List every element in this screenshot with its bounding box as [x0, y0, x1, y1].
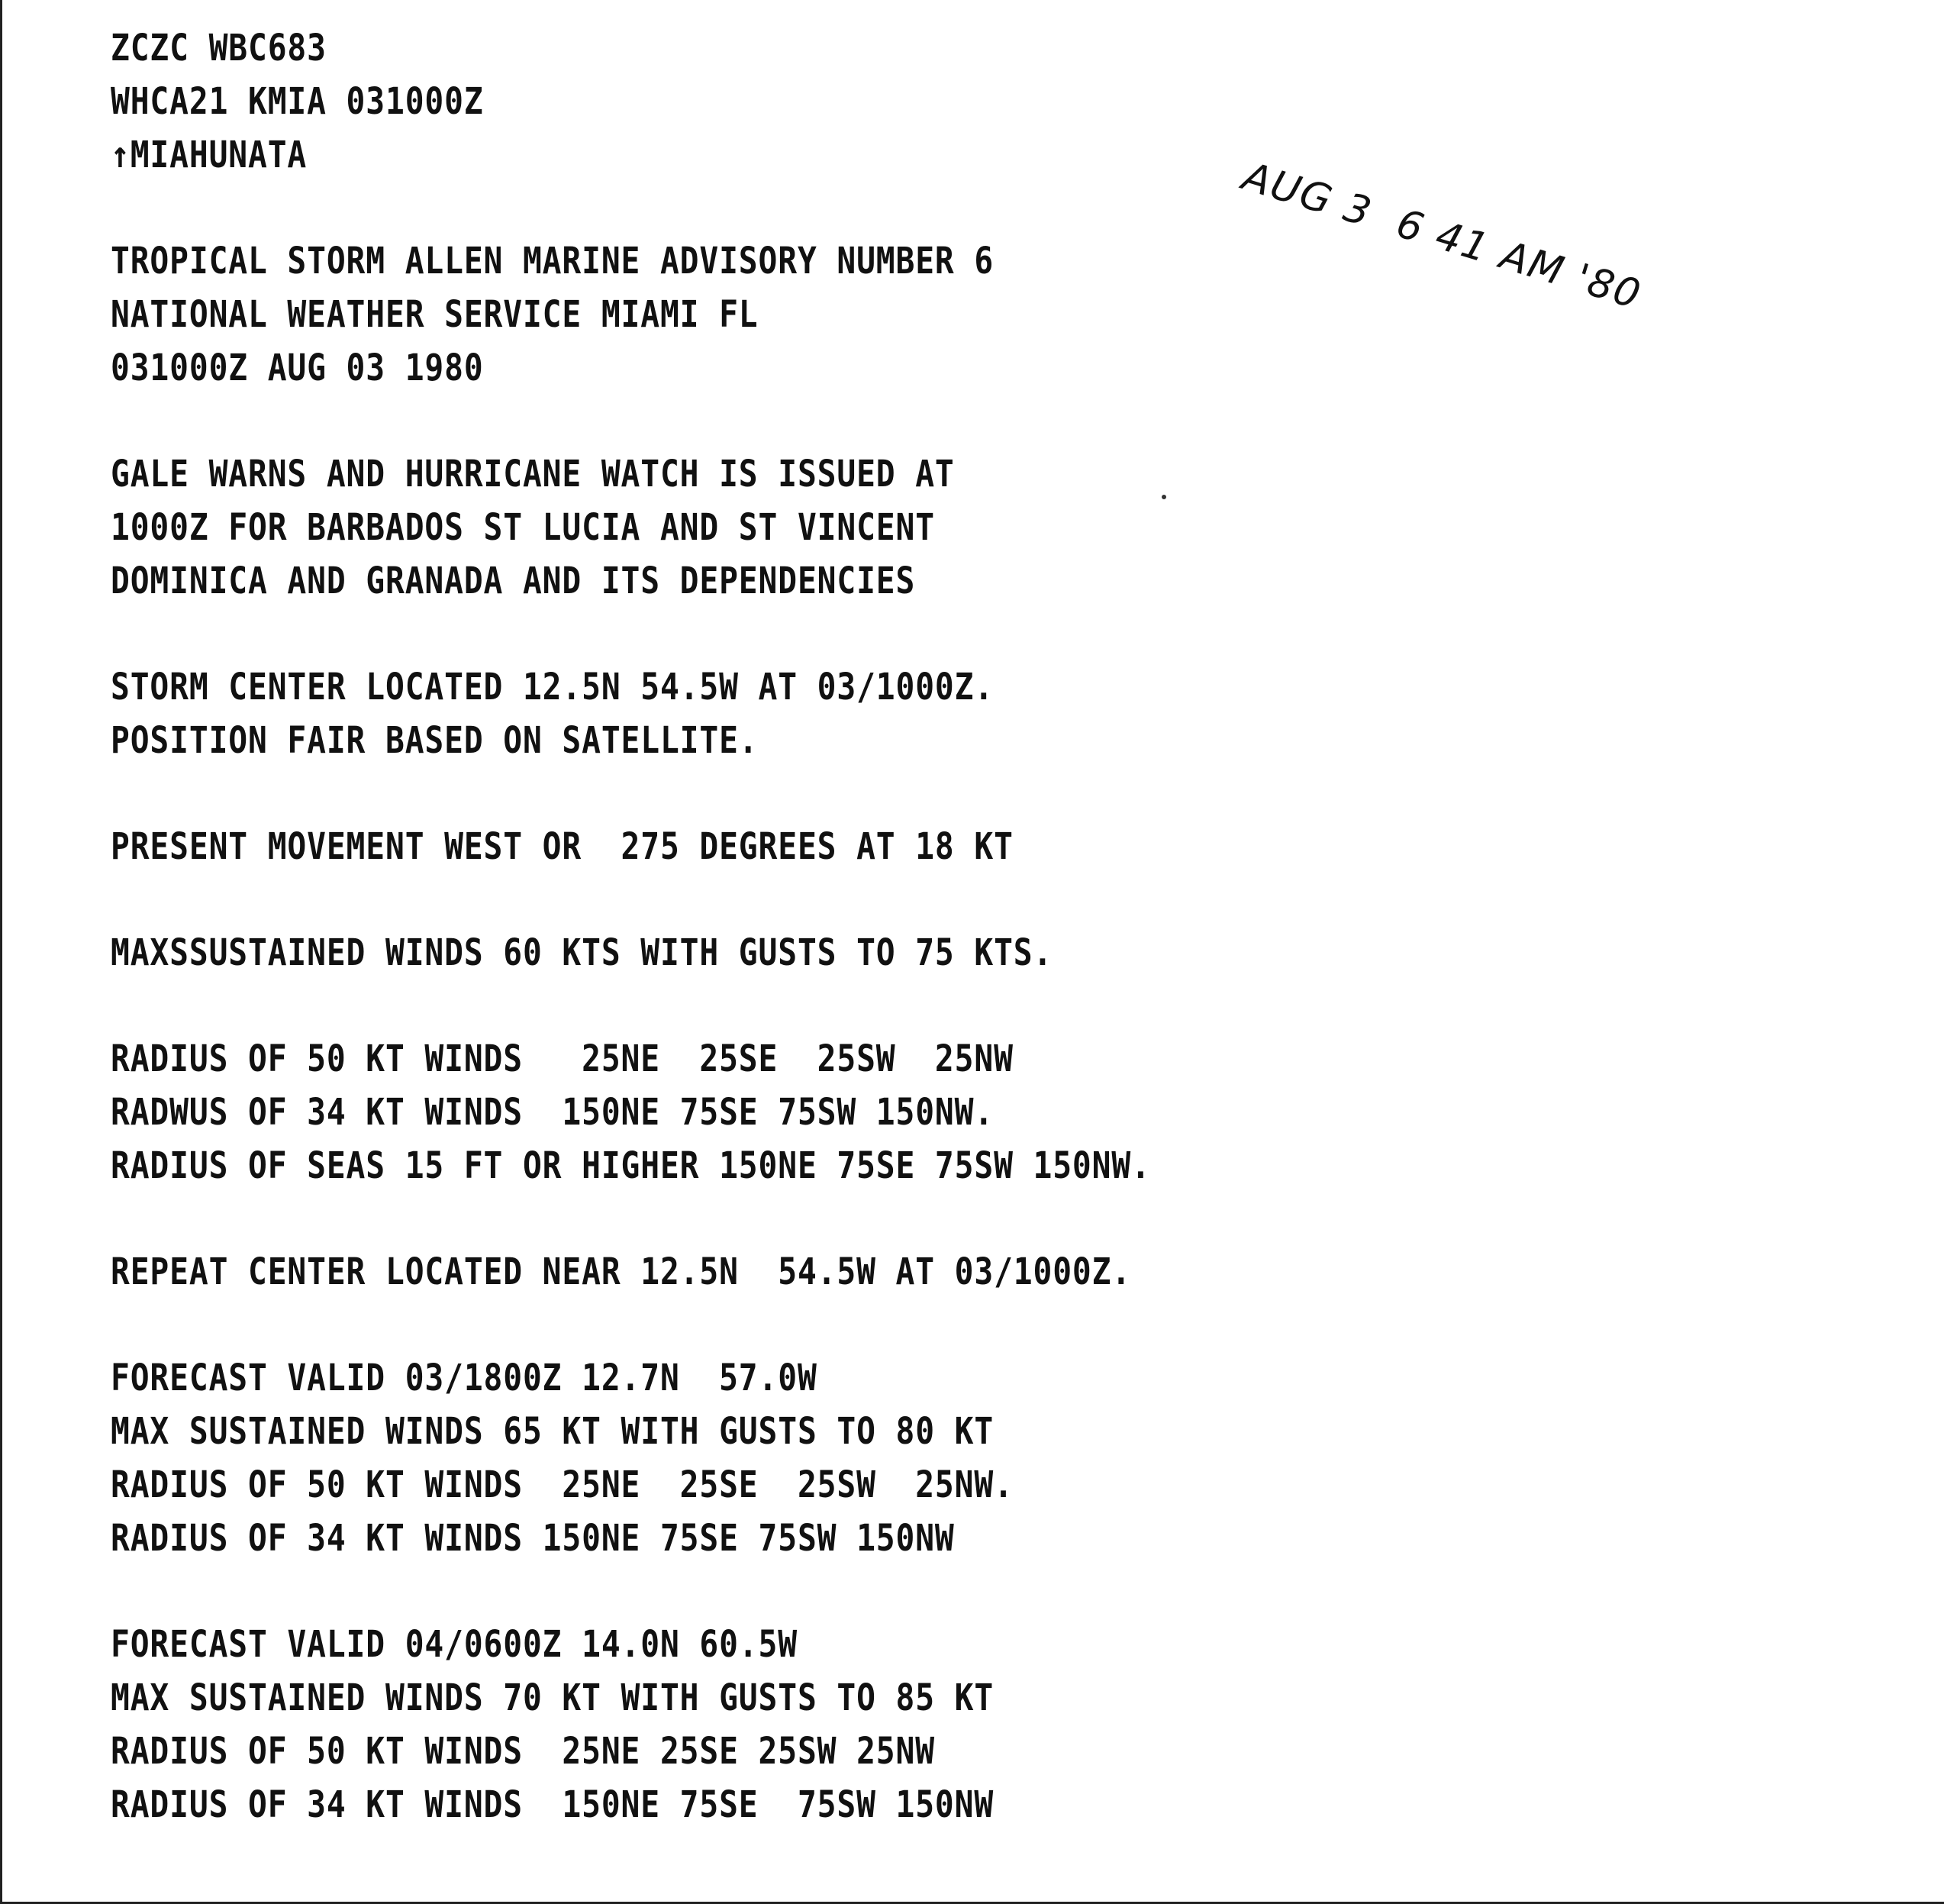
- issuing-office: NATIONAL WEATHER SERVICE MIAMI FL: [111, 293, 759, 336]
- forecast-block-2: [111, 1618, 1317, 1831]
- warning-block: [111, 447, 1317, 608]
- advisory-title: TROPICAL STORM ALLEN MARINE ADVISORY NUMBER 6: [111, 240, 995, 282]
- radius-line: RADWUS OF 34 KT WINDS 150NE 75SE 75SW 150NW.: [111, 1091, 995, 1134]
- radius-block: [111, 1032, 1317, 1192]
- forecast-block-1: [111, 1351, 1317, 1565]
- position-quality-line: POSITION FAIR BASED ON SATELLITE.: [111, 719, 759, 762]
- header-block: [111, 21, 1317, 182]
- forecast-radius-line: RADIUS OF 34 KT WINDS 150NE 75SE 75SW 150NW: [111, 1783, 995, 1826]
- forecast-valid-line: FORECAST VALID 04/0600Z 14.0N 60.5W: [111, 1623, 798, 1666]
- page-edge-left: [0, 0, 2, 1904]
- radius-line: RADIUS OF 50 KT WINDS 25NE 25SE 25SW 25NW: [111, 1038, 1014, 1080]
- forecast-radius-line: RADIUS OF 50 KT WINDS 25NE 25SE 25SW 25NW: [111, 1730, 935, 1773]
- issue-datetime: 031000Z AUG 03 1980: [111, 347, 484, 389]
- office-code-line: ↑MIAHUNATA: [111, 134, 308, 176]
- movement-block: [111, 820, 1317, 873]
- product-id-line: WHCA21 KMIA 031000Z: [111, 80, 484, 123]
- routing-line: ZCZC WBC683: [111, 27, 327, 69]
- received-date-stamp: AUG 3 6 41 AM '80: [1237, 153, 1647, 319]
- teletype-message: [111, 21, 1317, 1831]
- max-winds-line: MAXSSUSTAINED WINDS 60 KTS WITH GUSTS TO 75 KTS.: [111, 931, 1053, 974]
- repeat-block: [111, 1245, 1317, 1299]
- winds-block: [111, 926, 1317, 979]
- warning-line: 1000Z FOR BARBADOS ST LUCIA AND ST VINCENT: [111, 506, 935, 549]
- storm-center-block: [111, 660, 1317, 767]
- forecast-valid-line: FORECAST VALID 03/1800Z 12.7N 57.0W: [111, 1357, 817, 1399]
- forecast-winds-line: MAX SUSTAINED WINDS 70 KT WITH GUSTS TO 85 KT: [111, 1676, 995, 1719]
- title-block: [111, 234, 1317, 395]
- storm-center-line: STORM CENTER LOCATED 12.5N 54.5W AT 03/1000Z.: [111, 666, 995, 708]
- repeat-center-line: REPEAT CENTER LOCATED NEAR 12.5N 54.5W AT 03/1000Z.: [111, 1251, 1132, 1293]
- forecast-winds-line: MAX SUSTAINED WINDS 65 KT WITH GUSTS TO 80 KT: [111, 1410, 995, 1453]
- radius-line: RADIUS OF SEAS 15 FT OR HIGHER 150NE 75SE 75SW 150NW.: [111, 1144, 1151, 1187]
- warning-line: DOMINICA AND GRANADA AND ITS DEPENDENCIES: [111, 560, 916, 602]
- forecast-radius-line: RADIUS OF 34 KT WINDS 150NE 75SE 75SW 150NW: [111, 1517, 955, 1560]
- forecast-radius-line: RADIUS OF 50 KT WINDS 25NE 25SE 25SW 25NW.: [111, 1463, 1014, 1506]
- warning-line: GALE WARNS AND HURRICANE WATCH IS ISSUED AT: [111, 453, 955, 495]
- movement-line: PRESENT MOVEMENT WEST OR 275 DEGREES AT 18 KT: [111, 825, 1014, 868]
